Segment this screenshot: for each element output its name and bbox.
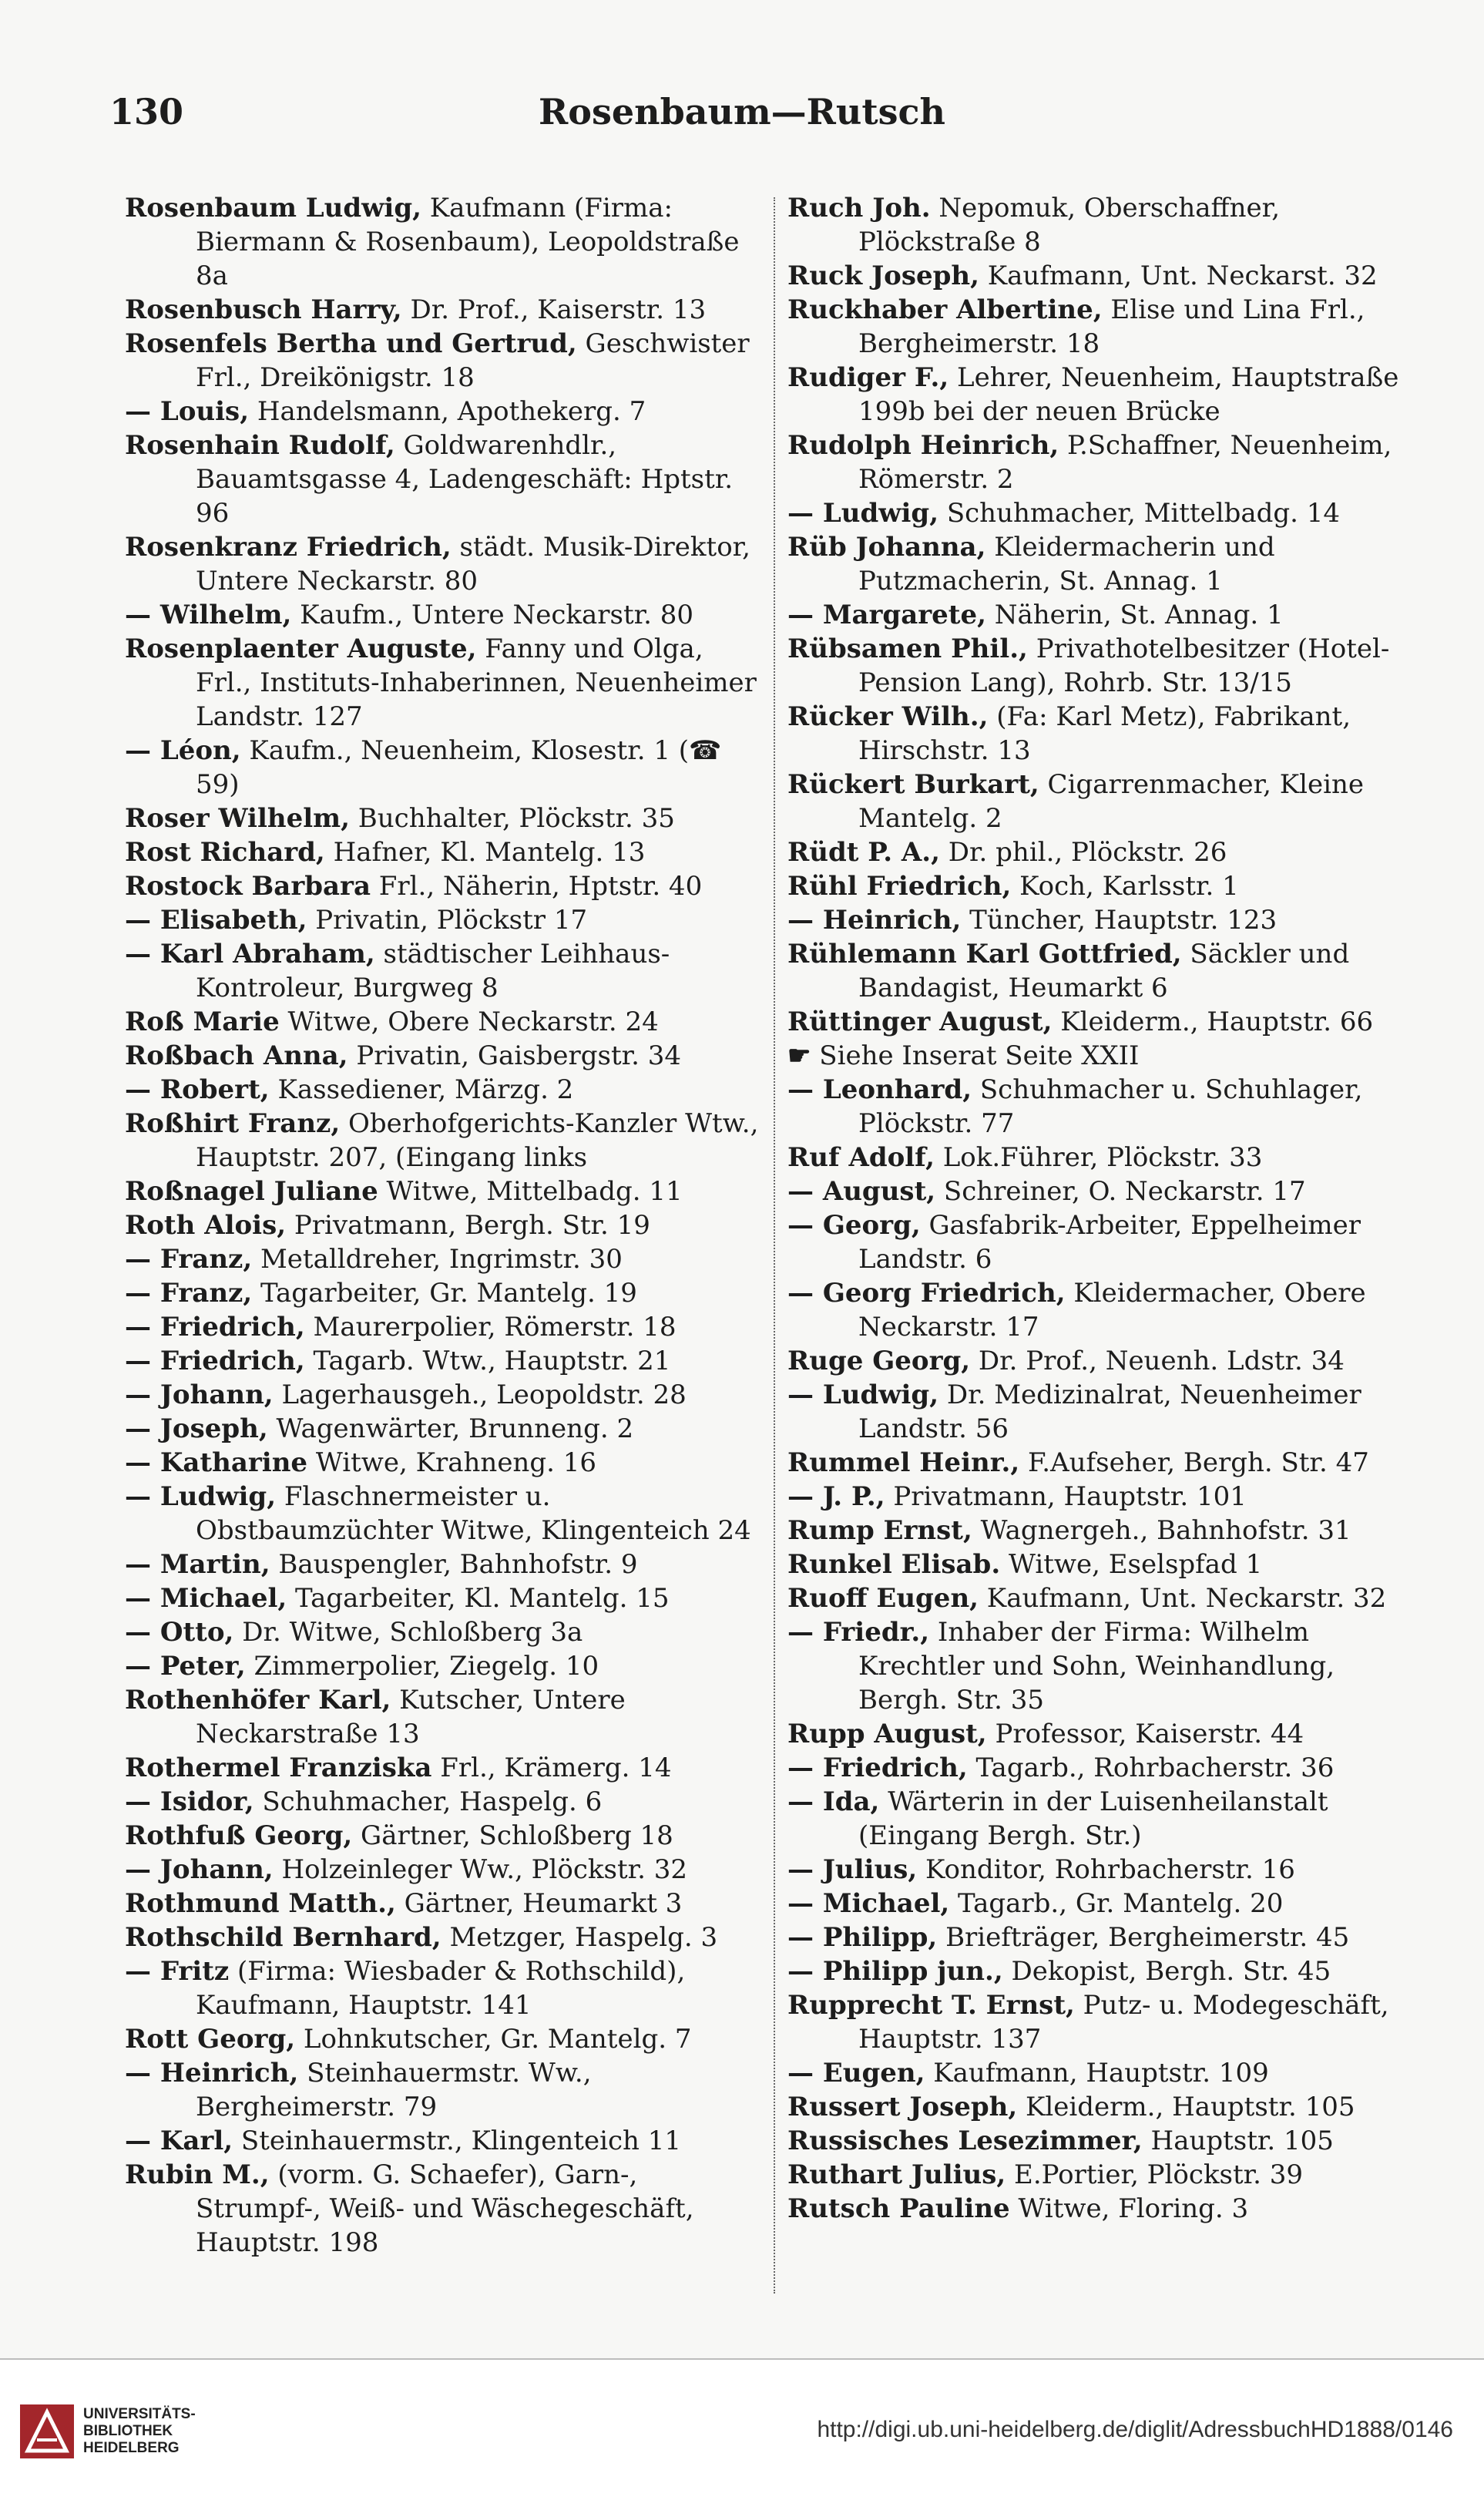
entry-name: — Isidor, [125,1786,254,1817]
directory-entry [125,1954,764,2022]
directory-entry [125,191,764,293]
entry-name: Rudiger F., [787,362,949,393]
entry-name: Russert Joseph, [787,2092,1018,2122]
entry-name: — Philipp, [787,1922,938,1953]
entry-name: — Peter, [125,1651,246,1682]
directory-entry [787,1921,1427,1954]
entry-details: Dr. Prof., Neuenh. Ldstr. 34 [970,1346,1345,1376]
directory-entry [787,2124,1427,2158]
entry-details: Säckler und Bandagist, Heumarkt 6 [858,939,1350,1003]
entry-name: Rosenfels Bertha und Gertrud, [125,328,577,359]
directory-entry [125,1174,764,1208]
entry-details: Dekopist, Bergh. Str. 45 [1002,1956,1331,1987]
entry-name: — Julius, [787,1854,918,1885]
entry-name: — Ida, [787,1786,880,1817]
directory-entry [125,869,764,903]
directory-entry [787,1480,1427,1514]
entry-name: Rothschild Bernhard, [125,1922,442,1953]
directory-entry [125,1039,764,1073]
entry-details: Schuhmacher, Haspelg. 6 [253,1786,603,1817]
entry-name: — Georg, [787,1210,921,1241]
entry-name: ☛ [787,1040,811,1071]
directory-entry [787,1615,1427,1717]
directory-entry [787,1751,1427,1785]
entry-details: Frl., Krämerg. 14 [431,1752,672,1783]
entry-details: Näherin, St. Annag. 1 [985,600,1284,630]
entry-details: Cigarrenmacher, Kleine Mantelg. 2 [858,769,1364,834]
directory-entry [787,1954,1427,1988]
entry-name: — Robert, [125,1074,270,1105]
entry-details: Metzger, Haspelg. 3 [441,1922,718,1953]
directory-entry [125,1751,764,1785]
directory-entry [125,1819,764,1853]
entry-name: — Johann, [125,1854,274,1885]
entry-details: Kleidermacher, Obere Neckarstr. 17 [858,1278,1366,1343]
directory-entry [125,1683,764,1751]
entry-name: Roth Alois, [125,1210,287,1241]
entry-name: Ruck Joseph, [787,260,979,291]
right-column [787,191,1427,2226]
entry-name: — Joseph, [125,1413,268,1444]
directory-entry [125,632,764,734]
entry-name: Rump Ernst, [787,1515,972,1546]
entry-name: — Otto, [125,1617,234,1648]
entry-details: städt. Musik-Direktor, Untere Neckarstr. 80 [196,532,750,596]
directory-entry [787,1988,1427,2056]
directory-entry [125,1581,764,1615]
entry-name: Ruoff Eugen, [787,1583,979,1614]
entry-name: Ruthart Julius, [787,2159,1006,2190]
entry-name: — Leonhard, [787,1074,972,1105]
library-line: UNIVERSITÄTS- [83,2406,196,2422]
entry-details: Briefträger, Bergheimerstr. 45 [937,1922,1350,1953]
entry-name: Rückert Burkart, [787,769,1039,800]
entry-details: Putz- u. Modegeschäft, Hauptstr. 137 [858,1990,1389,2055]
directory-entry [787,1174,1427,1208]
entry-name: Rupp August, [787,1719,987,1749]
entry-details: Buchhalter, Plöckstr. 35 [349,803,675,834]
directory-entry [125,1005,764,1039]
entry-name: — August, [787,1176,936,1207]
entry-details: Geschwister Frl., Dreikönigstr. 18 [196,328,750,393]
entry-name: Russisches Lesezimmer, [787,2126,1143,2156]
entry-name: — Léon, [125,735,241,766]
directory-entry [125,1480,764,1548]
running-head: Rosenbaum—Rutsch [539,91,945,133]
directory-entry [125,428,764,530]
directory-entry [125,1649,764,1683]
directory-entry [125,1412,764,1446]
entry-name: Ruf Adolf, [787,1142,935,1173]
directory-entry [125,1853,764,1887]
entry-name: — Friedrich, [787,1752,968,1783]
entry-name: — Ludwig, [125,1481,277,1512]
entry-details: Frl., Näherin, Hptstr. 40 [370,871,703,902]
entry-name: — Philipp jun., [787,1956,1003,1987]
entry-details: Zimmerpolier, Ziegelg. 10 [245,1651,599,1682]
entry-name: — Friedrich, [125,1312,305,1343]
entry-details: Lagerhausgeh., Leopoldstr. 28 [273,1379,687,1410]
directory-entry [787,496,1427,530]
entry-name: — Franz, [125,1244,253,1275]
entry-details: Schuhmacher, Mittelbadg. 14 [938,498,1341,529]
directory-entry [125,903,764,937]
directory-entry [787,903,1427,937]
entry-details: Kaufm., Neuenheim, Klosestr. 1 (☎ 59) [196,735,722,800]
directory-entry [125,1446,764,1480]
entry-details: Tüncher, Hauptstr. 123 [961,905,1278,936]
entry-details: Nepomuk, Oberschaffner, Plöckstraße 8 [858,193,1281,257]
entry-details: Kaufmann (Firma: Biermann & Rosenbaum), Leopoldstraße 8a [196,193,740,291]
directory-entry [787,1887,1427,1921]
left-column [125,191,764,2260]
entry-name: Rost Richard, [125,837,325,868]
entry-name: Rüb Johanna, [787,532,986,563]
entry-details: Privatin, Plöckstr 17 [307,905,588,936]
entry-name: Rott Georg, [125,2024,296,2055]
directory-entry [787,259,1427,293]
entry-name: Rühlemann Karl Gottfried, [787,939,1182,969]
entry-name: — Elisabeth, [125,905,307,936]
entry-details: F.Aufseher, Bergh. Str. 47 [1019,1447,1369,1478]
entry-details: Tagarbeiter, Kl. Mantelg. 15 [287,1583,670,1614]
entry-name: Rosenhain Rudolf, [125,430,395,461]
directory-entry [125,1276,764,1310]
entry-name: Roß Marie [125,1006,280,1037]
entry-details: Kleiderm., Hauptstr. 105 [1017,2092,1355,2122]
entry-details: Maurerpolier, Römerstr. 18 [304,1312,677,1343]
entry-details: Privatmann, Hauptstr. 101 [885,1481,1247,1512]
entry-name: — Margarete, [787,600,986,630]
directory-entry [125,835,764,869]
entry-details: Fanny und Olga, Frl., Instituts-Inhaberinnen, Neuenheimer Landstr. 127 [196,633,757,732]
entry-name: Rubin M., [125,2159,270,2190]
entry-details: Wärterin in der Luisenheilanstalt (Eingang Bergh. Str.) [858,1786,1328,1851]
entry-details: Handelsmann, Apothekerg. 7 [249,396,646,427]
footer-bar [0,2358,1484,2517]
entry-name: Roßnagel Juliane [125,1176,378,1207]
directory-entry [125,1887,764,1921]
entry-details: Privatmann, Bergh. Str. 19 [286,1210,650,1241]
entry-name: Roßbach Anna, [125,1040,348,1071]
entry-details: Metalldreher, Ingrimstr. 30 [252,1244,623,1275]
directory-entry [787,598,1427,632]
entry-name: Rosenplaenter Auguste, [125,633,477,664]
entry-name: — Friedr., [787,1617,930,1648]
entry-name: Ruch Joh. [787,193,931,223]
entry-name: Rudolph Heinrich, [787,430,1059,461]
entry-details: Lehrer, Neuenheim, Hauptstraße 199b bei der neuen Brücke [858,362,1399,427]
entry-name: — Fritz [125,1956,230,1987]
entry-name: — Ludwig, [787,1379,939,1410]
directory-entry [125,293,764,327]
entry-name: Runkel Elisab. [787,1549,1001,1580]
directory-entry [787,1344,1427,1378]
directory-entry [125,1921,764,1954]
directory-entry [787,191,1427,259]
entry-details: Tagarbeiter, Gr. Mantelg. 19 [252,1278,637,1309]
directory-entry [787,632,1427,700]
directory-entry [125,1242,764,1276]
entry-details: Privathotelbesitzer (Hotel-Pension Lang), Rohrb. Str. 13/15 [858,633,1390,698]
directory-entry [125,801,764,835]
entry-details: Schuhmacher u. Schuhlager, Plöckstr. 77 [858,1074,1363,1139]
directory-entry [125,1310,764,1344]
entry-details: Flaschnermeister u. Obstbaumzüchter Witwe, Klingenteich 24 [196,1481,751,1546]
directory-entry [787,1073,1427,1141]
entry-details: Kaufmann, Unt. Neckarst. 32 [979,260,1378,291]
entry-details: Dr. Prof., Kaiserstr. 13 [401,294,707,325]
directory-entry [125,2022,764,2056]
directory-entry [125,1208,764,1242]
entry-name: — Wilhelm, [125,600,292,630]
entry-details: Dr. Witwe, Schloßberg 3a [233,1617,583,1648]
directory-entry [125,2056,764,2124]
directory-entry [125,734,764,801]
entry-name: Rupprecht T. Ernst, [787,1990,1075,2021]
entry-details: (Firma: Wiesbader & Rothschild), Kaufmann, Hauptstr. 141 [196,1956,686,2021]
entry-details: Bauspengler, Bahnhofstr. 9 [270,1549,638,1580]
directory-entry [787,1514,1427,1548]
entry-name: — Michael, [787,1888,950,1919]
entry-details: Hauptstr. 105 [1142,2126,1334,2156]
directory-entry [787,1378,1427,1446]
directory-entry [787,1208,1427,1276]
directory-entry [787,1581,1427,1615]
entry-details: Privatin, Gaisbergstr. 34 [347,1040,682,1071]
university-library-logo-icon [20,2404,74,2458]
directory-entry [787,1276,1427,1344]
entry-details: Witwe, Obere Neckarstr. 24 [279,1006,659,1037]
entry-name: Ruge Georg, [787,1346,971,1376]
entry-details: Tagarb. Wtw., Hauptstr. 21 [304,1346,671,1376]
entry-details: Kassediener, Märzg. 2 [269,1074,574,1105]
entry-details: Witwe, Mittelbadg. 11 [378,1176,683,1207]
directory-entry [787,1005,1427,1039]
entry-name: Roßhirt Franz, [125,1108,341,1139]
library-name [83,2406,196,2457]
page-header [0,91,1484,153]
entry-name: Ruckhaber Albertine, [787,294,1103,325]
directory-entry [125,1073,764,1107]
entry-name: — Heinrich, [125,2058,299,2089]
entry-name: — Heinrich, [787,905,962,936]
directory-entry [787,428,1427,496]
entry-details: Kutscher, Untere Neckarstraße 13 [196,1685,626,1749]
entry-details: Steinhauermstr., Klingenteich 11 [233,2126,681,2156]
entry-details: Dr. Medizinalrat, Neuenheimer Landstr. 56 [858,1379,1361,1444]
directory-entry [125,1548,764,1581]
entry-details: P.Schaffner, Neuenheim, Römerstr. 2 [858,430,1392,495]
entry-details: Kaufm., Untere Neckarstr. 80 [291,600,694,630]
column-divider [774,197,775,2294]
entry-details: Dr. phil., Plöckstr. 26 [939,837,1227,868]
entry-details: Wagenwärter, Brunneng. 2 [267,1413,634,1444]
entry-name: Roser Wilhelm, [125,803,350,834]
entry-details: Oberhofgerichts-Kanzler Wtw., Hauptstr. 207, (Eingang links [196,1108,759,1173]
entry-details: (vorm. G. Schaefer), Garn-, Strumpf-, Weiß- und Wäschegeschäft, Hauptstr. 198 [196,2159,694,2258]
entry-details: Gärtner, Schloßberg 18 [352,1820,673,1851]
entry-name: — Karl, [125,2126,233,2156]
entry-details: Schreiner, O. Neckarstr. 17 [935,1176,1306,1207]
entry-details: Koch, Karlsstr. 1 [1011,871,1239,902]
directory-entry [125,2158,764,2260]
directory-entry [787,835,1427,869]
entry-details: Elise und Lina Frl., Bergheimerstr. 18 [858,294,1365,359]
entry-name: Rühl Friedrich, [787,871,1012,902]
entry-details: Gärtner, Heumarkt 3 [395,1888,683,1919]
entry-details: Holzeinleger Ww., Plöckstr. 32 [273,1854,687,1885]
entry-name: — Katharine [125,1447,308,1478]
entry-details: Kleidermacherin und Putzmacherin, St. Annag. 1 [858,532,1275,596]
entry-details: Witwe, Floring. 3 [1009,2193,1249,2224]
entry-details: Wagnergeh., Bahnhofstr. 31 [972,1515,1351,1546]
entry-details: städtischer Leihhaus-Kontroleur, Burgweg 8 [196,939,670,1003]
entry-name: — Franz, [125,1278,253,1309]
directory-entry [787,768,1427,835]
directory-entry [787,293,1427,361]
directory-entry [787,1446,1427,1480]
entry-details: E.Portier, Plöckstr. 39 [1006,2159,1304,2190]
entry-details: Hafner, Kl. Mantelg. 13 [324,837,646,868]
entry-name: Rothenhöfer Karl, [125,1685,391,1716]
directory-entry [787,1853,1427,1887]
entry-name: — Ludwig, [787,498,939,529]
entry-name: — Michael, [125,1583,287,1614]
directory-entry [787,2090,1427,2124]
entry-name: Rüttinger August, [787,1006,1053,1037]
entry-name: — Johann, [125,1379,274,1410]
entry-name: Rothfuß Georg, [125,1820,353,1851]
entry-details: Konditor, Rohrbacherstr. 16 [917,1854,1295,1885]
entry-name: — Louis, [125,396,250,427]
directory-entry [787,1785,1427,1853]
entry-name: — Georg Friedrich, [787,1278,1066,1309]
directory-entry [787,869,1427,903]
entry-name: Rücker Wilh., [787,701,989,732]
entry-name: — J. P., [787,1481,885,1512]
entry-name: Rosenbaum Ludwig, [125,193,421,223]
directory-entry [787,1141,1427,1174]
entry-details: Steinhauermstr. Ww., Bergheimerstr. 79 [196,2058,592,2122]
directory-entry [787,937,1427,1005]
entry-name: Rutsch Pauline [787,2193,1010,2224]
entry-name: — Martin, [125,1549,270,1580]
directory-entry [125,1378,764,1412]
directory-entry [787,530,1427,598]
entry-details: Professor, Kaiserstr. 44 [986,1719,1304,1749]
entry-details: Witwe, Krahneng. 16 [307,1447,596,1478]
entry-details: (Fa: Karl Metz), Fabrikant, Hirschstr. 13 [858,701,1351,766]
directory-entry [787,1717,1427,1751]
library-line: HEIDELBERG [83,2440,180,2456]
entry-details: Lohnkutscher, Gr. Mantelg. 7 [295,2024,692,2055]
entry-name: — Eugen, [787,2058,925,2089]
directory-entry [125,937,764,1005]
directory-entry [787,2056,1427,2090]
entry-details: Siehe Inserat Seite XXII [811,1040,1140,1071]
entry-name: Rübsamen Phil., [787,633,1028,664]
directory-entry [787,1548,1427,1581]
directory-entry [125,327,764,395]
entry-details: Kaufmann, Unt. Neckarstr. 32 [979,1583,1387,1614]
directory-entry [787,361,1427,428]
directory-entry [787,2192,1427,2226]
entry-details: Goldwarenhdlr., Bauamtsgasse 4, Ladengeschäft: Hptstr. 96 [196,430,734,529]
entry-name: — Karl Abraham, [125,939,375,969]
entry-name: Rostock Barbara [125,871,371,902]
directory-entry [787,700,1427,768]
entry-details: Kaufmann, Hauptstr. 109 [925,2058,1269,2089]
entry-details: Tagarb., Gr. Mantelg. 20 [949,1888,1284,1919]
entry-details: Gasfabrik-Arbeiter, Eppelheimer Landstr. 6 [858,1210,1361,1275]
entry-name: Rothmund Matth., [125,1888,396,1919]
source-url-link[interactable]: http://digi.ub.uni-heidelberg.de/diglit/AdressbuchHD1888/0146 [817,2417,1453,2442]
entry-name: — Friedrich, [125,1346,305,1376]
directory-entry [125,1785,764,1819]
entry-details: Kleiderm., Hauptstr. 66 [1052,1006,1374,1037]
entry-details: Tagarb., Rohrbacherstr. 36 [967,1752,1335,1783]
entry-details: Inhaber der Firma: Wilhelm Krechtler und Sohn, Weinhandlung, Bergh. Str. 35 [858,1617,1335,1716]
directory-entry [125,1615,764,1649]
entry-details: Lok.Führer, Plöckstr. 33 [934,1142,1263,1173]
directory-entry [125,1107,764,1174]
directory-entry [787,2158,1427,2192]
library-line: BIBLIOTHEK [83,2423,173,2439]
directory-entry [125,530,764,598]
directory-entry [787,1039,1427,1073]
page-number: 130 [109,91,184,133]
entry-name: Rüdt P. A., [787,837,940,868]
entry-name: Rummel Heinr., [787,1447,1020,1478]
directory-entry [125,598,764,632]
directory-entry [125,2124,764,2158]
entry-name: Rosenbusch Harry, [125,294,402,325]
entry-details: Witwe, Eselspfad 1 [1000,1549,1263,1580]
directory-entry [125,1344,764,1378]
directory-entry [125,395,764,428]
entry-name: Rothermel Franziska [125,1752,432,1783]
entry-name: Rosenkranz Friedrich, [125,532,452,563]
